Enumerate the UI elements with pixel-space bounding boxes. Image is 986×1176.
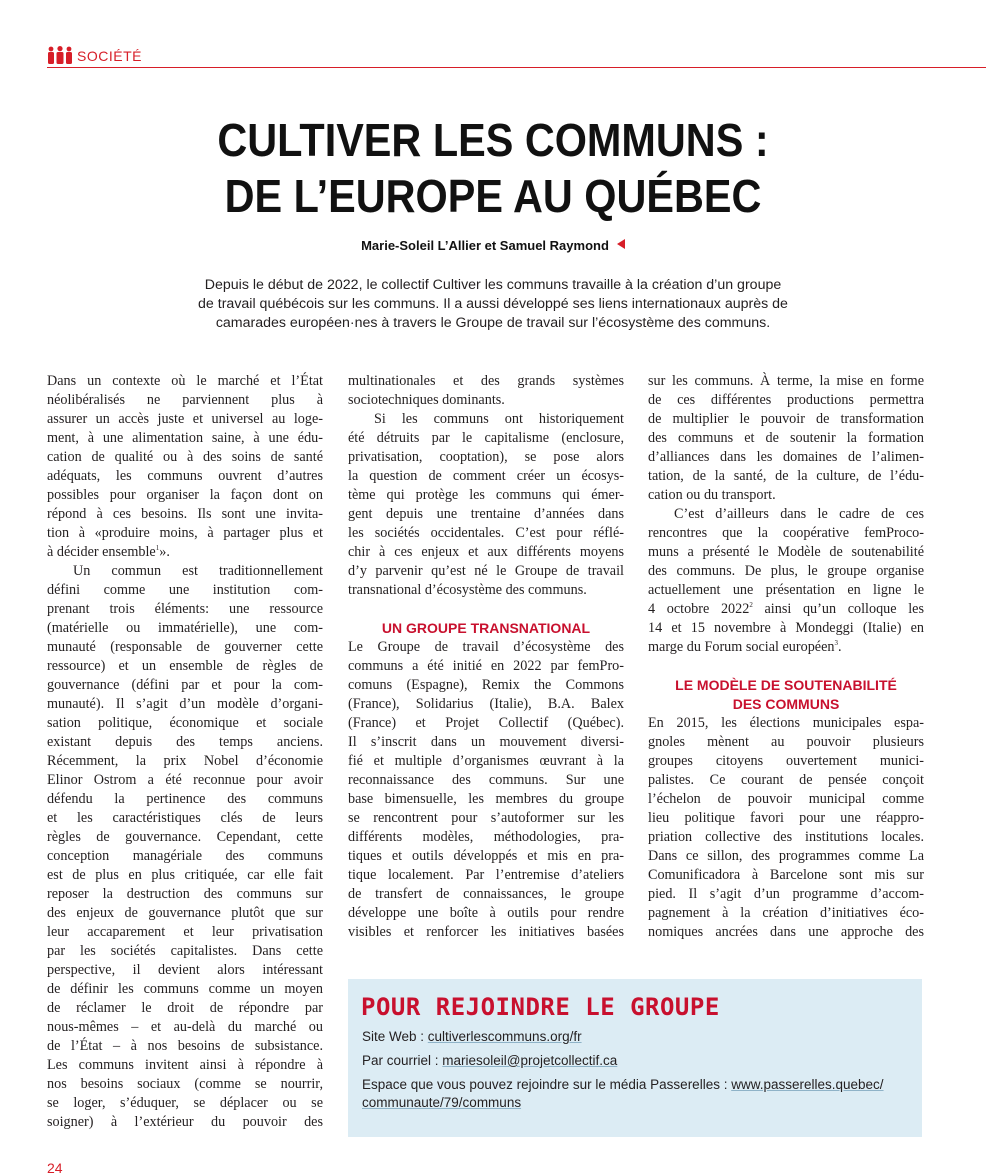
text-line: sociotechniques dominants. [348,392,505,408]
article-column-3 [648,372,924,942]
text-line: tique localement. Par l’entremise d’ateliers [348,867,624,883]
text-line: gent depuis une trentaine d’années dans [348,506,624,522]
spacer [348,600,624,619]
text-line: nomiques ancrées dans une approche des [648,924,924,940]
people-group-icon [47,46,75,64]
text-line: pied. Il s’agit d’un programme d’accom- [648,886,924,902]
text-fragment: . [838,639,842,655]
text-line: 14 et 15 novembre à Mondeggi (Italie) en [648,620,924,636]
text-fragment: 4 octobre 2022 [648,601,750,617]
footnote-ref: 3 [834,639,838,647]
text-line: nous-mêmes – et au-delà du marché ou [47,1019,323,1035]
text-line: Un commun est traditionnellement [73,563,323,579]
text-line: (matérielle ou immatérielle), une com- [47,620,323,636]
subheading-transnational: UN GROUPE TRANSNATIONAL [381,620,591,636]
text-line: fié et multiple d’organismes œuvrant à la [348,753,624,769]
text-line: défendu la pertinence des communs [47,791,323,807]
footnote-ref: 1 [155,544,160,552]
text-line: soigner) à l’extérieur du pouvoir des [47,1114,323,1130]
text-line: tiques et outils développés et mis en pra- [348,848,624,864]
section-header [47,44,986,68]
text-line: adéquats, les communs ouvrent d’autres [47,468,323,484]
text-line: chir à ces enjeux et aux différents moyens [348,544,624,560]
text-line: conception managériale des communs [47,848,323,864]
article-column-1 [47,372,323,1132]
website-label: Site Web : [362,1029,428,1044]
text-line: transnational d’écosystème des communs. [348,582,587,598]
box-title: POUR REJOINDRE LE GROUPE [361,993,720,1021]
text-line: tion à «produire moins, à partager plus et [47,525,323,541]
title-line-2: DE L’EUROPE AU QUÉBEC [224,170,762,222]
text-line: Elinor Ostrom a été reconnue pour avoir [47,772,323,788]
text-line: Comunificadora à Barcelone sont mis sur [648,867,924,883]
text-line: visibles et renforcer les initiatives basées [348,924,624,940]
email-row [362,1052,617,1070]
text-line: pagnement à la création d’initiatives éco- [648,905,924,921]
text-line: par les sociétés capitalistes. Dans cette [47,943,323,959]
text-line: d’alliances dans les domaines de l’alimen- [648,449,924,465]
text-line: d’y parvenir qu’est né le Groupe de travail [348,563,624,579]
text-line: communs a été initié en 2022 par femPro- [348,658,624,674]
text-line: Dans ce sillon, des programmes comme La [648,848,924,864]
text-line: Le Groupe de travail d’écosystème des [348,639,624,655]
website-row [362,1028,582,1046]
header-rule [47,67,986,68]
text-line: règles de gouvernance. Cependant, cette [47,829,323,845]
text-line [648,638,924,657]
website-link[interactable]: cultiverlescommuns.org/fr [427,1029,582,1044]
text-line: ressource) et un ensemble de règles de [47,658,323,674]
text-line: Si les communs ont historiquement [374,411,624,427]
email-link[interactable]: mariesoleil@projetcollectif.ca [442,1053,618,1068]
text-line: de réclamer le droit de répondre par [47,1000,323,1016]
text-line: priation collective des institutions locales. [648,829,924,845]
text-line: prenant trois éléments: une ressource [47,601,323,617]
chapeau-line: camarades européen·nes à travers le Groupe de travail sur l’écosystème des communs. [215,315,771,331]
text-line: muns a présenté le Modèle de soutenabilité [648,544,924,560]
text-line: des enjeux de gouvernance plutôt que sur [47,905,323,921]
text-line: de multiplier le pouvoir de transformation [648,411,924,427]
text-line: gouvernance (défini par et pour la com- [47,677,323,693]
text-line: se loger, s’éduquer, se déplacer ou se [47,1095,323,1111]
text-line: de ces différentes productions permettra [648,392,924,408]
text-line: cation ou du transport. [648,487,776,503]
text-line: (France), Solidarius (Italie), B.A. Balex [348,696,624,712]
text-line: En 2015, les élections municipales espa- [648,715,924,731]
text-fragment: marge du Forum social européen [648,639,835,655]
text-line: sation politique, économique et sociale [47,715,323,731]
text-line: Il s’inscrit dans un mouvement diversi- [348,734,624,750]
text-line: munauté (responsable de gouverner cette [47,639,323,655]
text-line: sur les communs. À terme, la mise en forme [648,373,924,389]
chapeau [130,276,856,333]
text-line: ment, à une alimentation saine, à une édu- [47,430,323,446]
text-line: base bimensuelle, les membres du groupe [348,791,624,807]
chapeau-line: Depuis le début de 2022, le collectif Cultiver les communs travaille à la création d’un groupe [204,277,782,293]
text-line: cation de qualité ou à des soins de santé [47,449,323,465]
text-fragment: ainsi qu’un colloque les [752,601,924,617]
text-line: reposer la destruction des communs sur [47,886,323,902]
text-line: lieu politique favori pour une réappro- [648,810,924,826]
text-line: se rencontrent pour s’autoformer sur les [348,810,624,826]
triangle-left-icon [617,239,625,249]
spacer [648,657,924,676]
text-line: munauté). Il s’agit d’un modèle d’organi- [47,696,323,712]
text-line: la question de comment créer un écosys- [348,468,624,484]
text-line: C’est d’ailleurs dans le cadre de ces [674,506,924,522]
text-line: est de plus en plus critiquée, car elle fait [47,867,323,883]
text-line [648,600,924,619]
text-line: multinationales et des grands systèmes [348,373,624,389]
text-line: assurer un accès juste et universel au loge- [47,411,323,427]
footnote-ref: 2 [749,601,753,609]
article-title [49,112,936,224]
subheading-model-line-1: LE MODÈLE DE SOUTENABILITÉ [675,677,897,693]
text-line: différents modèles, méthodologies, pra- [348,829,624,845]
article-column-2 [348,372,624,942]
text-fragment: ». [159,544,170,560]
text-line: rencontres que la coopérative femProco- [648,525,924,541]
text-line: tème qui protège les communs qui émer- [348,487,624,503]
text-line: possibles pour organiser la façon dont on [47,487,323,503]
byline-authors: Marie-Soleil L’Allier et Samuel Raymond [361,238,609,253]
text-line: développe une boîte à outils pour rendre [348,905,624,921]
passerelles-link-part-2[interactable]: communaute/79/communs [362,1095,522,1110]
text-line: des communs. De plus, le groupe organise [648,563,924,579]
text-line: néolibéralisés ne parviennent plus à [47,392,323,408]
text-line: et les caractéristiques clés de leurs [47,810,323,826]
page-number: 24 [47,1160,63,1176]
email-label: Par courriel : [362,1053,443,1068]
text-line: Dans un contexte où le marché et l’État [47,373,323,389]
text-line: palistes. Ce courant de pensée conçoit [648,772,924,788]
byline [0,238,986,253]
text-line: les sociétés occidentales. C’est pour réflé- [348,525,624,541]
text-line: Les communs invitent ainsi à répondre à [47,1057,323,1073]
text-line: comuns (Espagne), Remix the Commons [348,677,624,693]
text-line: l’échelon de pouvoir municipal comme [648,791,924,807]
chapeau-line: de travail québécois sur les communs. Il a aussi développé ses liens internationaux auprès de [198,296,788,312]
text-line: tation, de la santé, de la culture, de l’édu- [648,468,924,484]
passerelles-label: Espace que vous pouvez rejoindre sur le média Passerelles : [362,1077,732,1092]
text-line: de transfert de connaissances, le groupe [348,886,624,902]
text-line: privatisation, cooptation), se pose alors [348,449,624,465]
text-line: leur accaparement et leur privatisation [47,924,323,940]
subheading-model-line-2: DES COMMUNS [732,696,840,712]
text-fragment: à décider ensemble [47,544,156,560]
text-line: groupes citoyens ouvertement munici- [648,753,924,769]
text-line: Récemment, la prix Nobel d’économie [47,753,323,769]
text-line: répond à ces besoins. Ils sont une invita- [47,506,323,522]
text-line: gnoles mènent au pouvoir plusieurs [648,734,924,750]
text-line: reconnaissance des communs. Sur une [348,772,624,788]
section-label[interactable]: SOCIÉTÉ [77,48,142,64]
join-group-box [348,979,922,1137]
text-line: existant depuis des temps anciens. [47,734,323,750]
text-line: de définir les communs comme un moyen [47,981,323,997]
text-line: de l’État – à nos besoins de subsistance. [47,1038,323,1054]
text-line [47,543,323,562]
text-line: défini comme une institution com- [47,582,323,598]
text-line: des communs et de soutenir la formation [648,430,924,446]
passerelles-link-part-1[interactable]: www.passerelles.quebec/ [731,1077,884,1092]
title-line-1: CULTIVER LES COMMUNS : [217,114,769,166]
passerelles-row [362,1076,884,1112]
text-line: perspective, il devient alors intéressant [47,962,323,978]
text-line: nos besoins sociaux (comme se nourrir, [47,1076,323,1092]
text-line: actuellement une présentation en ligne le [648,582,924,598]
text-line: été détruits par le capitalisme (enclosure, [348,430,624,446]
text-line: (France) et Projet Collectif (Québec). [348,715,624,731]
